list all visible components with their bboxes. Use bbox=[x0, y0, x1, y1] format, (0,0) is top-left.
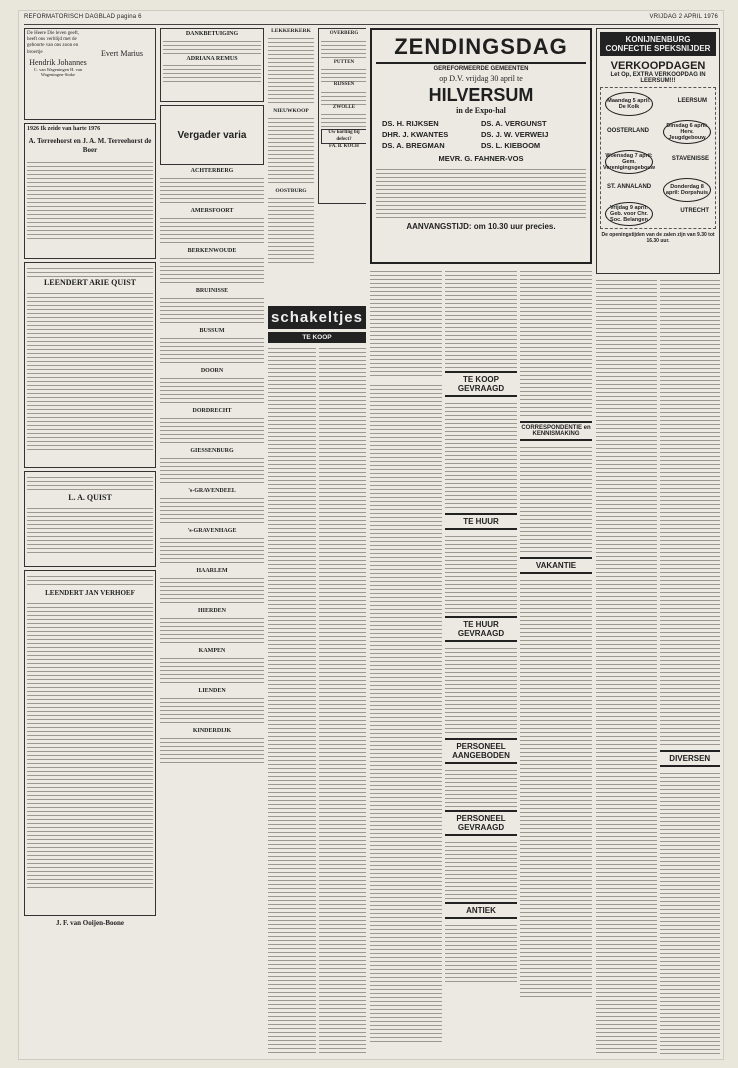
classified-column-7 bbox=[660, 277, 721, 1056]
cl5-c bbox=[520, 577, 592, 997]
overberg: OVERBERG bbox=[329, 31, 359, 36]
church-details bbox=[160, 735, 264, 765]
anniversary-1926 bbox=[24, 123, 156, 259]
dank-body2 bbox=[163, 62, 261, 82]
church-entry bbox=[160, 568, 264, 605]
speaker: DS. A. VERGUNST bbox=[481, 119, 547, 128]
obituary2-name: L. A. QUIST bbox=[68, 493, 112, 502]
cl3-a bbox=[370, 268, 442, 378]
putten: PUTTEN bbox=[333, 59, 355, 65]
speaker: DS. H. RIJKSEN bbox=[382, 119, 439, 128]
church-place: 's-GRAVENDEEL bbox=[188, 488, 236, 494]
konijnenburg-subtitle: Let Op, EXTRA VERKOOPDAG IN LEERSUM!!! bbox=[610, 72, 706, 84]
rijssen-body bbox=[321, 89, 366, 105]
column-konijnenburg bbox=[596, 28, 720, 1056]
church-place: AMERSFOORT bbox=[190, 208, 234, 214]
zendingsdag-ad bbox=[370, 28, 592, 264]
zwolle-body bbox=[321, 111, 366, 127]
church-entry bbox=[160, 168, 264, 205]
cat-antiek: ANTIEK bbox=[445, 902, 517, 919]
church-details bbox=[160, 535, 264, 565]
church-place: BRUINISSE bbox=[195, 288, 229, 294]
church-place: LEKKERKERK bbox=[271, 28, 311, 34]
church-details bbox=[268, 195, 314, 265]
church-details bbox=[160, 615, 264, 645]
church-details bbox=[160, 215, 264, 245]
classified-column-2 bbox=[319, 345, 367, 1056]
cat-diversen: DIVERSEN bbox=[660, 750, 721, 767]
speaker-list bbox=[382, 118, 580, 151]
church-details bbox=[268, 115, 314, 185]
church-place: HAARLEM bbox=[196, 568, 228, 574]
anniversary-couple: A. Terreehorst en J. A. M. Terreehorst de Boer bbox=[28, 136, 152, 154]
zendingsdag-city: HILVERSUM bbox=[428, 85, 534, 105]
place-2: OOSTERLAND bbox=[607, 128, 649, 134]
speaker: DS. J. W. VERWEIJ bbox=[481, 130, 549, 139]
classified-column-6 bbox=[596, 277, 657, 1056]
obituary3-name: LEENDERT JAN VERHOEF bbox=[45, 589, 135, 597]
obituary-la-quist bbox=[24, 471, 156, 567]
church-details bbox=[160, 375, 264, 405]
church-entry bbox=[268, 28, 314, 105]
church-place: DOORN bbox=[200, 368, 224, 374]
vergader-varia-logo: Vergader varia bbox=[160, 105, 264, 165]
obituary2-body bbox=[27, 505, 153, 555]
church-details bbox=[160, 335, 264, 365]
obituary-verhoef bbox=[24, 570, 156, 916]
putten-body bbox=[321, 66, 366, 82]
cat-te-koop-gevraagd: TE KOOP GEVRAAGD bbox=[445, 371, 517, 397]
services-right bbox=[318, 28, 366, 204]
column-meetings bbox=[160, 28, 264, 1056]
cat-te-huur-gevraagd: TE HUUR GEVRAAGD bbox=[445, 616, 517, 642]
place-5: UTRECHT bbox=[680, 208, 709, 214]
cat-personeel-gevraagd: PERSONEEL GEVRAAGD bbox=[445, 810, 517, 836]
church-details bbox=[160, 295, 264, 325]
church-details bbox=[160, 655, 264, 685]
te-koop-header: TE KOOP bbox=[268, 332, 366, 343]
birth1-parents: C. van Wageningen H. van Wageningen-Sinke bbox=[33, 66, 83, 78]
classified-column-5 bbox=[520, 268, 592, 1048]
anniversary-header: 1926 Ik zeide van harte 1976 bbox=[27, 126, 101, 132]
obituary3-intro bbox=[27, 573, 153, 587]
church-entry bbox=[160, 288, 264, 325]
overberg-body bbox=[321, 38, 366, 60]
cl4-g bbox=[445, 922, 517, 982]
newspaper-page bbox=[18, 10, 724, 1060]
church-entry bbox=[160, 528, 264, 565]
route-map bbox=[600, 87, 716, 229]
church-details bbox=[160, 415, 264, 445]
speaker: DS. A. BREGMAN bbox=[382, 141, 445, 150]
birth1-text: De Heere Die leven geeft, heeft ons verblijd met de geboorte van ons zoon en broertje bbox=[27, 31, 80, 55]
church-entry bbox=[268, 188, 314, 265]
birth1-name: Hendrik Johannes bbox=[29, 57, 87, 67]
running-header bbox=[24, 12, 718, 25]
church-place: KAMPEN bbox=[198, 648, 226, 654]
schakeltjes-banner: schakeltjes bbox=[268, 306, 366, 329]
cl3-b bbox=[370, 382, 442, 1042]
church-details bbox=[160, 175, 264, 205]
cl4-f bbox=[445, 839, 517, 899]
anniversary-body bbox=[27, 159, 153, 239]
church-entry bbox=[160, 328, 264, 365]
church-place: ACHTERBERG bbox=[190, 168, 234, 174]
zendingsdag-title: ZENDINGSDAG bbox=[376, 34, 586, 64]
church-entry bbox=[160, 688, 264, 725]
konijnenburg-ad bbox=[596, 28, 720, 274]
church-entry bbox=[160, 408, 264, 445]
church-place: KINDERDIJK bbox=[192, 728, 232, 734]
stop-5: Vrijdag 9 april: Geb. voor Chr. Soc. Belangen bbox=[605, 202, 653, 226]
speaker: DS. L. KIEBOOM bbox=[481, 141, 541, 150]
stop-4: Donderdag 8 april: Dorpshuis bbox=[663, 178, 711, 202]
church-entry bbox=[160, 728, 264, 765]
classified-column-3 bbox=[370, 268, 442, 1048]
church-place: OOSTBURG bbox=[275, 188, 307, 194]
church-place: HIERDEN bbox=[197, 608, 226, 614]
column-family-notices bbox=[24, 28, 156, 1056]
cat-personeel-aangeboden: PERSONEEL AANGEBODEN bbox=[445, 738, 517, 764]
church-place: GIESSENBURG bbox=[190, 448, 234, 454]
cat-correspondentie: CORRESPONDENTIE en KENNISMAKING bbox=[520, 421, 592, 441]
koch: FA. B. KOCH bbox=[329, 144, 359, 149]
cl5-b bbox=[520, 444, 592, 554]
obituary2-intro bbox=[27, 474, 153, 492]
konijnenburg-hours: De openingstijden van de zalen zijn van 9.30 tot 16.30 uur. bbox=[601, 232, 715, 244]
obituary-intro bbox=[27, 265, 153, 277]
zendingsdag-org: GEREFORMEERDE GEMEENTEN bbox=[433, 66, 529, 72]
obituary-footer: J. F. van Ooijen-Boone bbox=[56, 919, 124, 927]
cl4-d bbox=[445, 645, 517, 735]
church-service-list bbox=[160, 168, 264, 765]
church-details bbox=[268, 35, 314, 105]
stop-1: Maandag 5 april: De Kolk bbox=[605, 92, 653, 116]
church-entry bbox=[160, 368, 264, 405]
cl7-a bbox=[660, 277, 721, 747]
obituary-quist bbox=[24, 262, 156, 468]
church-entry bbox=[160, 488, 264, 525]
church-entry bbox=[160, 608, 264, 645]
column-zendingsdag bbox=[370, 28, 592, 1056]
church-entry bbox=[160, 448, 264, 485]
stop-2: Dinsdag 6 april: Herv. Jeugdgebouw bbox=[663, 120, 711, 144]
place-1: LEERSUM bbox=[677, 98, 707, 104]
cl4-a bbox=[445, 268, 517, 368]
church-place: DORDRECHT bbox=[192, 408, 232, 414]
church-entry bbox=[160, 648, 264, 685]
church-entry bbox=[160, 248, 264, 285]
cat-vakantie: VAKANTIE bbox=[520, 557, 592, 574]
dank-body bbox=[163, 38, 261, 56]
konijnenburg-title: VERKOOPDAGEN bbox=[610, 60, 706, 72]
cl5-a bbox=[520, 268, 592, 418]
stop-3: Woensdag 7 april: Gem. Verenigingsgebouw bbox=[605, 150, 653, 174]
dank-name: ADRIANA REMUS bbox=[186, 55, 238, 62]
cl4-e bbox=[445, 767, 517, 807]
cl4-b bbox=[445, 400, 517, 510]
obituary3-body bbox=[27, 600, 153, 890]
running-header-right: VRIJDAG 2 APRIL 1976 bbox=[649, 14, 718, 20]
running-header-left: REFORMATORISCH DAGBLAD pagina 6 bbox=[24, 14, 142, 20]
church-details bbox=[160, 575, 264, 605]
dankbetuiging bbox=[160, 28, 264, 102]
church-details bbox=[160, 255, 264, 285]
zendingsdag-date: op D.V. vrijdag 30 april te bbox=[439, 74, 523, 83]
obituary-body bbox=[27, 290, 153, 450]
zendingsdag-aanvang: AANVANGSTIJD: om 10.30 uur precies. bbox=[406, 222, 556, 231]
zwolle: ZWOLLE bbox=[332, 104, 356, 110]
church-place: NIEUWKOOP bbox=[273, 108, 309, 114]
cl7-b bbox=[660, 770, 721, 1056]
church-entry bbox=[160, 208, 264, 245]
cat-te-huur: TE HUUR bbox=[445, 513, 517, 530]
speaker: DHR. J. KWANTES bbox=[382, 130, 449, 139]
cl4-c bbox=[445, 533, 517, 613]
birth2-name: Evert Marius bbox=[101, 49, 143, 58]
konijnenburg-logo: KONIJNENBURG CONFECTIE SPEKSNIJDER bbox=[600, 32, 716, 56]
dank-title: DANKBETUIGING bbox=[185, 31, 239, 37]
birth-announcements bbox=[24, 28, 156, 120]
column-services-classifieds bbox=[268, 28, 366, 1056]
speaker-mevr: MEVR. G. FAHNER-VOS bbox=[438, 154, 524, 163]
church-details bbox=[160, 455, 264, 485]
church-place: BUSSUM bbox=[199, 328, 225, 334]
church-details bbox=[160, 695, 264, 725]
rijssen: RIJSSEN bbox=[333, 82, 355, 87]
place-3: STAVENISSE bbox=[671, 156, 709, 162]
classified-column-4 bbox=[445, 268, 517, 1048]
obituary-name: LEENDERT ARIE QUIST bbox=[43, 278, 137, 287]
church-details bbox=[160, 495, 264, 525]
zendingsdag-body bbox=[376, 166, 586, 218]
church-place: BERKENWOUDE bbox=[187, 248, 237, 254]
church-entry bbox=[268, 108, 314, 185]
korting-box: Uw korting bij defect? bbox=[321, 129, 366, 144]
church-place: LIENDEN bbox=[198, 688, 226, 694]
place-4: ST. ANNALAND bbox=[607, 184, 652, 190]
classified-column-1 bbox=[268, 345, 316, 1056]
church-place: 's-GRAVENHAGE bbox=[187, 528, 237, 534]
church-service-list-2 bbox=[268, 28, 314, 265]
zendingsdag-venue: in de Expo-hal bbox=[456, 106, 506, 115]
